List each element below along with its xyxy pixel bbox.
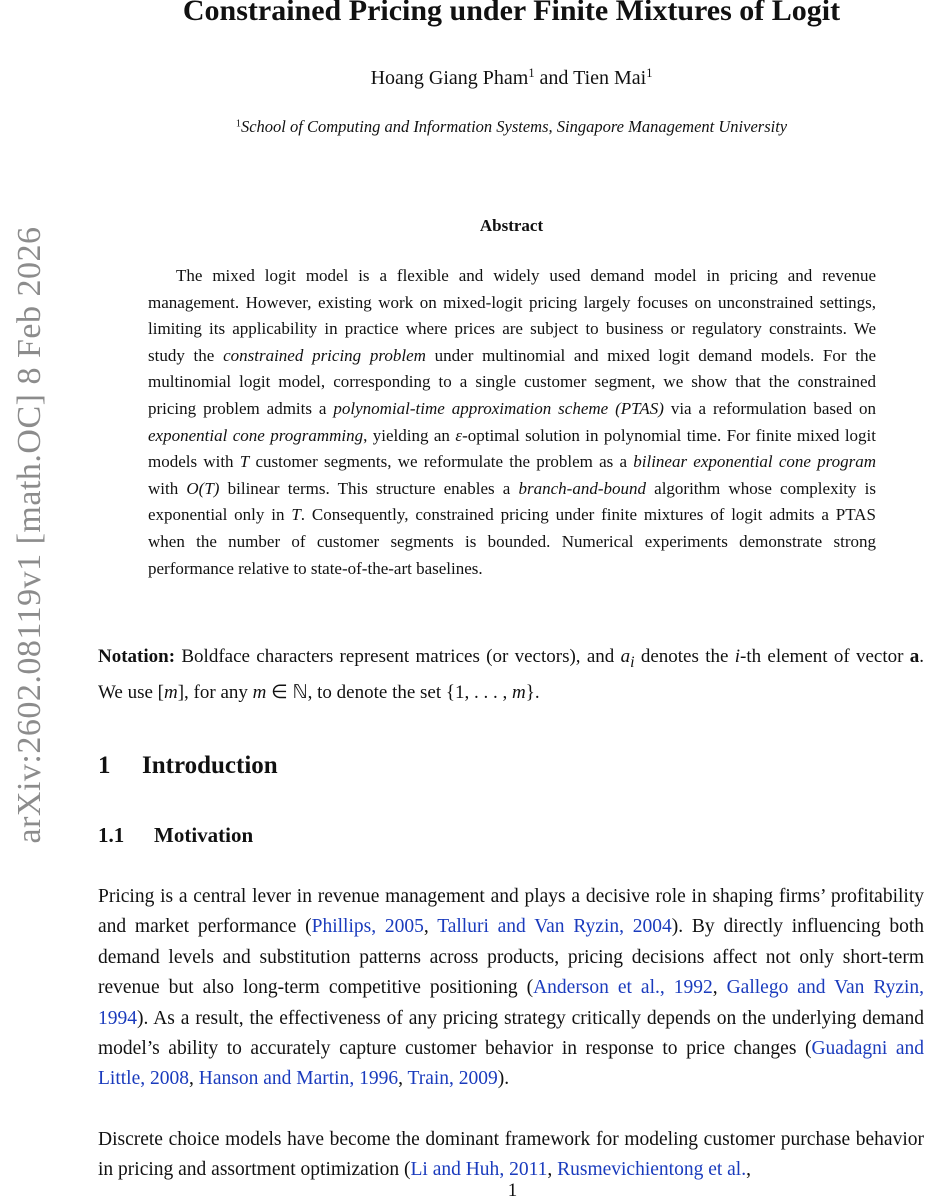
- abstract-body: [148, 263, 876, 582]
- math-symbol: T: [239, 452, 250, 472]
- abstract-emphasis: branch-and-bound: [518, 478, 646, 498]
- body-text: ,: [712, 977, 727, 999]
- math-symbol: m: [512, 681, 526, 703]
- abstract-emphasis: constrained pricing problem: [223, 345, 426, 365]
- abstract-text: via a reformulation based on: [670, 398, 877, 418]
- affiliation-mark: 1: [235, 118, 241, 130]
- citation-link[interactable]: Phillips, 2005: [311, 916, 424, 938]
- abstract-emphasis: polynomial-time approximation scheme (PTAS): [333, 398, 664, 418]
- abstract-heading: Abstract: [479, 216, 544, 235]
- notation-text: ∈ ℕ, to denote the set {1, . . . ,: [271, 681, 508, 703]
- affiliation-mark: 1: [528, 66, 535, 81]
- page-number: 1: [507, 1180, 518, 1201]
- math-symbol: a: [909, 646, 920, 667]
- citation-link[interactable]: Li and Huh, 2011: [410, 1159, 548, 1181]
- math-symbol: i: [734, 646, 740, 667]
- abstract-text: . Consequently, constrained pricing under finite mixtures of logit admits a PTAS when the number of customer segments is bounded. Numerical experiments demonstrate strong performance relative to state-of-the-art baselines.: [148, 505, 877, 578]
- body-text: ,: [398, 1068, 408, 1090]
- abstract-text: algorithm whose complexity is exponential only in: [148, 478, 877, 525]
- notation-text: ], for any: [177, 681, 248, 703]
- body-paragraph: [98, 1125, 924, 1186]
- body-text: ,: [189, 1068, 199, 1090]
- citation-link[interactable]: Talluri and Van Ryzin, 2004: [437, 916, 672, 938]
- math-symbol: O(T): [186, 478, 220, 498]
- affiliation-mark: 1: [646, 66, 653, 81]
- body-text: Pricing is a central lever in revenue management and plays a decisive role in shaping firms’ profitability and market performance (: [98, 886, 924, 938]
- author-name: Tien Mai: [573, 67, 647, 89]
- math-symbol: m: [164, 681, 178, 703]
- body-text: Discrete choice models have become the dominant framework for modeling customer purchase behavior in pricing and assortment optimization (: [98, 1129, 924, 1181]
- affiliation-text: School of Computing and Information Systems, Singapore Management University: [240, 117, 788, 136]
- abstract-text: , yielding an: [363, 425, 450, 445]
- affiliation: [98, 117, 925, 137]
- notation-paragraph: [98, 642, 924, 708]
- abstract-text: -optimal solution in polynomial time. For finite mixed logit models with: [148, 425, 877, 472]
- citation-link[interactable]: Train, 2009: [407, 1068, 498, 1090]
- section-number: 1: [98, 752, 111, 779]
- abstract-emphasis: bilinear exponential cone program: [633, 452, 876, 472]
- author-separator: and: [539, 67, 569, 89]
- notation-text: denotes the: [640, 646, 729, 667]
- body-text: ,: [547, 1159, 558, 1181]
- abstract-text: with: [148, 478, 179, 498]
- notation-text: Boldface characters represent matrices (or vectors), and: [181, 646, 615, 667]
- notation-text: -th element of vector: [740, 646, 904, 667]
- notation-text: }.: [525, 681, 540, 703]
- abstract-text: customer segments, we reformulate the problem as a: [255, 452, 628, 472]
- author-list: [98, 67, 925, 90]
- math-symbol: m: [252, 681, 267, 703]
- citation-link[interactable]: Guadagni and Little, 2008: [98, 1038, 924, 1090]
- notation-label: Notation:: [98, 646, 176, 667]
- math-symbol: ε: [455, 425, 463, 445]
- body-text: ). As a result, the effectiveness of any pricing strategy critically depends on the underlying demand model’s ability to accurately capture customer behavior in response to price changes (: [98, 1007, 924, 1060]
- body-text: ).: [497, 1068, 510, 1090]
- section-title: Introduction: [142, 752, 278, 779]
- author-name: Hoang Giang Pham: [370, 67, 529, 89]
- section-heading: [98, 752, 278, 780]
- math-subscript: i: [630, 653, 635, 671]
- abstract-text: under multinomial and mixed logit demand models. For the multinomial logit model, corresponding to a single customer segment, we show that the constrained pricing problem admits a: [148, 345, 877, 418]
- body-paragraph: [98, 882, 924, 1095]
- citation-link[interactable]: Gallego and Van Ryzin, 1994: [98, 977, 925, 1029]
- abstract-text: The mixed logit model is a flexible and widely used demand model in pricing and revenue management. However, existing work on mixed-logit pricing largely focuses on unconstrained settings, limiting its applicability in practice where prices are subject to business or regulatory constraints. We study the: [148, 266, 876, 365]
- citation-link[interactable]: Anderson et al., 1992: [533, 977, 713, 999]
- body-text: ). By directly influencing both demand levels and substitution patterns across products, pricing decisions affect not only short-term revenue but also long-term competitive positioning (: [98, 916, 925, 999]
- abstract-emphasis: exponential cone programming: [148, 425, 364, 445]
- subsection-number: 1.1: [98, 823, 125, 847]
- arxiv-sidebar: [0, 0, 60, 1200]
- arxiv-identifier: arXiv:2602.08119v1 [math.OC] 8 Feb 2026: [11, 226, 48, 844]
- abstract-text: bilinear terms. This structure enables a: [227, 478, 511, 498]
- notation-text: . We use [: [98, 646, 925, 703]
- subsection-heading: [98, 823, 253, 848]
- body-text: ,: [423, 916, 438, 938]
- math-symbol: a: [620, 646, 631, 667]
- math-symbol: T: [291, 505, 301, 525]
- subsection-title: Motivation: [154, 823, 254, 847]
- citation-link[interactable]: Rusmevichientong et al.: [557, 1159, 747, 1181]
- citation-link[interactable]: Hanson and Martin, 1996: [198, 1068, 399, 1090]
- body-text: ,: [746, 1159, 751, 1181]
- paper-title: Constrained Pricing under Finite Mixtures of Logit: [182, 0, 841, 27]
